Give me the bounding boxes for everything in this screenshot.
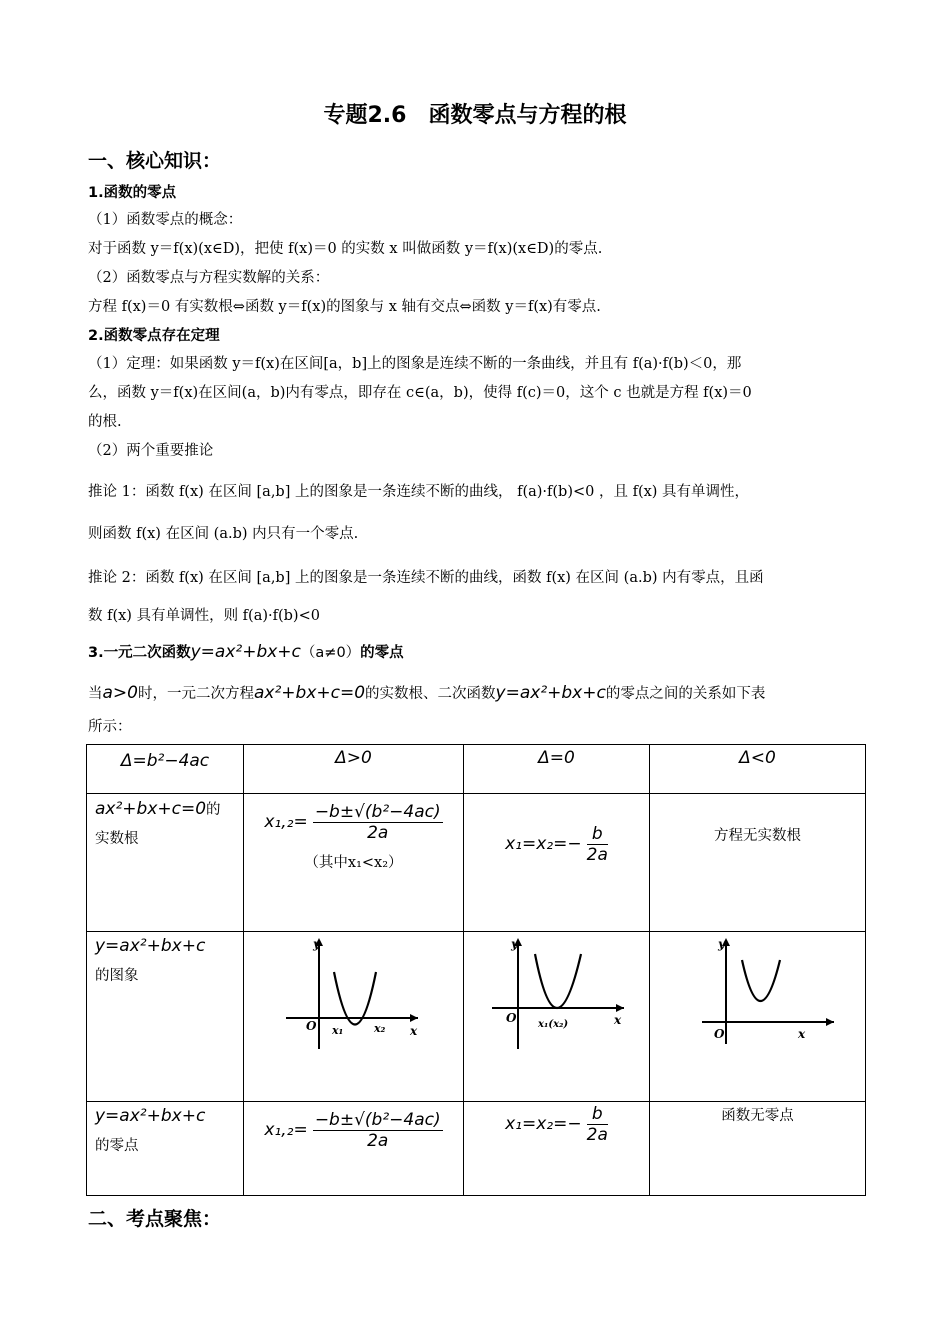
cell-zeros-delta-positive	[244, 1102, 464, 1196]
cell-zeros-delta-negative	[650, 1102, 866, 1196]
origin-label: O	[714, 1027, 725, 1041]
parabola-two-roots-graph	[282, 934, 422, 1054]
corollary-1-line-1: 推论 1：函数 f(x) 在区间 [a,b] 上的图象是一条连续不断的曲线， f(a)·f(b)<0 ，且 f(x) 具有单调性，	[88, 484, 750, 500]
cell-roots-delta-negative	[650, 794, 866, 932]
origin-label: O	[506, 1011, 517, 1025]
intro-text: 的零点之间的关系如下表	[605, 686, 766, 702]
text-line: 么，函数 y＝f(x)在区间(a，b)内有零点，即存在 c∈(a，b)，使得 f(c)＝0，这个 c 也就是方程 f(x)＝0	[88, 385, 752, 401]
no-real-roots-text: 方程无实数根	[714, 828, 801, 844]
parabola-one-root-graph	[488, 934, 628, 1054]
text-line: （2）函数零点与方程实数解的关系：	[88, 270, 330, 286]
section-heading-core: 一、核心知识：	[88, 150, 222, 172]
section-heading-focus: 二、考点聚焦：	[88, 1208, 222, 1230]
double-root-fraction	[587, 824, 608, 865]
heading-condition: （a≠0）	[300, 645, 361, 661]
zero-formula-lhs: x₁,₂=	[264, 1120, 308, 1140]
subheading-zero-point: 1.函数的零点	[88, 185, 177, 201]
roots-label: 实数根	[95, 831, 139, 847]
y-axis-label: y	[718, 937, 725, 951]
x-axis-label: x	[410, 1024, 418, 1038]
x-axis-arrow	[616, 1004, 624, 1012]
text-line: 方程 f(x)＝0 有实数根⇔函数 y＝f(x)的图象与 x 轴有交点⇔函数 y＝f(x)有零点.	[88, 299, 601, 315]
double-root-denominator: 2a	[586, 845, 608, 865]
intro-condition: a>0	[102, 683, 138, 703]
double-zero-fraction	[587, 1104, 608, 1145]
root-order-note: （其中x₁<x₂）	[304, 855, 403, 871]
text-line: （1）定理：如果函数 y＝f(x)在区间[a，b]上的图象是连续不断的一条曲线，并且有 f(a)·f(b)＜0，那	[88, 356, 742, 372]
double-zero-lhs: x₁=x₂=−	[505, 1114, 582, 1134]
parabola-no-root-graph	[698, 934, 838, 1054]
table-row-graph	[87, 932, 866, 1102]
table-header-row	[87, 745, 866, 794]
cell-graph-delta-negative	[650, 932, 866, 1102]
heading-text: 3.一元二次函数	[88, 645, 191, 661]
origin-label: O	[306, 1019, 317, 1033]
corollary-1-line-2: 则函数 f(x) 在区间 (a.b) 内只有一个零点.	[88, 526, 359, 542]
quadratic-relation-table	[86, 744, 866, 1196]
page-title: 专题2.6 函数零点与方程的根	[323, 103, 627, 128]
text-line: （1）函数零点的概念：	[88, 212, 243, 228]
corollary-2-line-1: 推论 2：函数 f(x) 在区间 [a,b] 上的图象是一条连续不断的曲线，函数 f(x) 在区间 (a.b) 内有零点，且函	[88, 570, 764, 586]
y-axis-label: y	[313, 937, 320, 951]
zeros-function: y=ax²+bx+c	[95, 1106, 206, 1126]
text-line: 对于函数 y＝f(x)(x∈D)，把使 f(x)＝0 的实数 x 叫做函数 y＝f(x)(x∈D)的零点.	[88, 241, 603, 257]
root-formula-denominator: 2a	[367, 823, 389, 843]
zero-formula-fraction	[313, 1110, 443, 1151]
roots-label-tail: 的	[206, 802, 221, 818]
intro-text: 时，一元二次方程	[137, 686, 254, 702]
x-axis-arrow	[410, 1014, 418, 1022]
header-delta-zero: Δ=0	[464, 745, 650, 794]
cell-graph-delta-zero	[464, 932, 650, 1102]
cell-roots-delta-zero	[464, 794, 650, 932]
x-axis-label: x	[798, 1027, 806, 1041]
intro-equation: ax²+bx+c=0	[253, 683, 366, 703]
header-discriminant: Δ=b²−4ac	[87, 745, 244, 794]
table-row-roots	[87, 794, 866, 932]
parabola-curve	[535, 954, 581, 1008]
graph-label: 的图象	[95, 968, 139, 984]
intro-text: 当	[88, 686, 103, 702]
root-x2-label: x₂	[374, 1022, 386, 1035]
zero-formula-numerator: −b±√(b²−4ac)	[314, 1110, 441, 1130]
root-x1-label: x₁	[332, 1024, 344, 1037]
double-zero-numerator: b	[587, 1104, 608, 1125]
x-axis-arrow	[826, 1018, 834, 1026]
corollary-2-line-2: 数 f(x) 具有单调性，则 f(a)·f(b)<0	[88, 608, 320, 624]
zeros-label: 的零点	[95, 1138, 139, 1154]
parabola-curve	[334, 972, 376, 1025]
zero-formula-denominator: 2a	[367, 1131, 389, 1151]
graph-function: y=ax²+bx+c	[95, 936, 206, 956]
row-label-graph	[87, 932, 244, 1102]
table-row-zeros	[87, 1102, 866, 1196]
root-formula-fraction	[313, 802, 443, 843]
heading-formula: y=ax²+bx+c	[190, 642, 301, 662]
y-axis-label: y	[511, 937, 518, 951]
row-label-zeros	[87, 1102, 244, 1196]
cell-graph-delta-positive	[244, 932, 464, 1102]
quadratic-intro-line-1	[88, 682, 868, 703]
no-zeros-text: 函数无零点	[721, 1108, 794, 1124]
row-label-roots	[87, 794, 244, 932]
cell-roots-delta-positive	[244, 794, 464, 932]
double-root-label: x₁(x₂)	[538, 1019, 569, 1030]
subheading-existence-theorem: 2.函数零点存在定理	[88, 328, 220, 344]
quadratic-intro-line-2: 所示：	[88, 719, 132, 735]
text-line: 的根.	[88, 414, 122, 430]
x-axis-label: x	[614, 1013, 622, 1027]
parabola-curve	[742, 960, 780, 1001]
intro-function: y=ax²+bx+c	[495, 683, 606, 703]
header-delta-negative: Δ<0	[650, 745, 866, 794]
cell-zeros-delta-zero	[464, 1102, 650, 1196]
heading-text: 的零点	[360, 645, 404, 661]
double-root-numerator: b	[587, 824, 608, 845]
intro-text: 的实数根、二次函数	[365, 686, 496, 702]
root-formula-lhs: x₁,₂=	[264, 812, 308, 832]
header-delta-positive: Δ>0	[244, 745, 464, 794]
double-root-lhs: x₁=x₂=−	[505, 834, 582, 854]
subheading-quadratic	[88, 641, 404, 662]
double-zero-denominator: 2a	[586, 1125, 608, 1145]
text-line: （2）两个重要推论	[88, 443, 214, 459]
root-formula-numerator: −b±√(b²−4ac)	[314, 802, 441, 822]
roots-equation: ax²+bx+c=0	[95, 799, 207, 819]
